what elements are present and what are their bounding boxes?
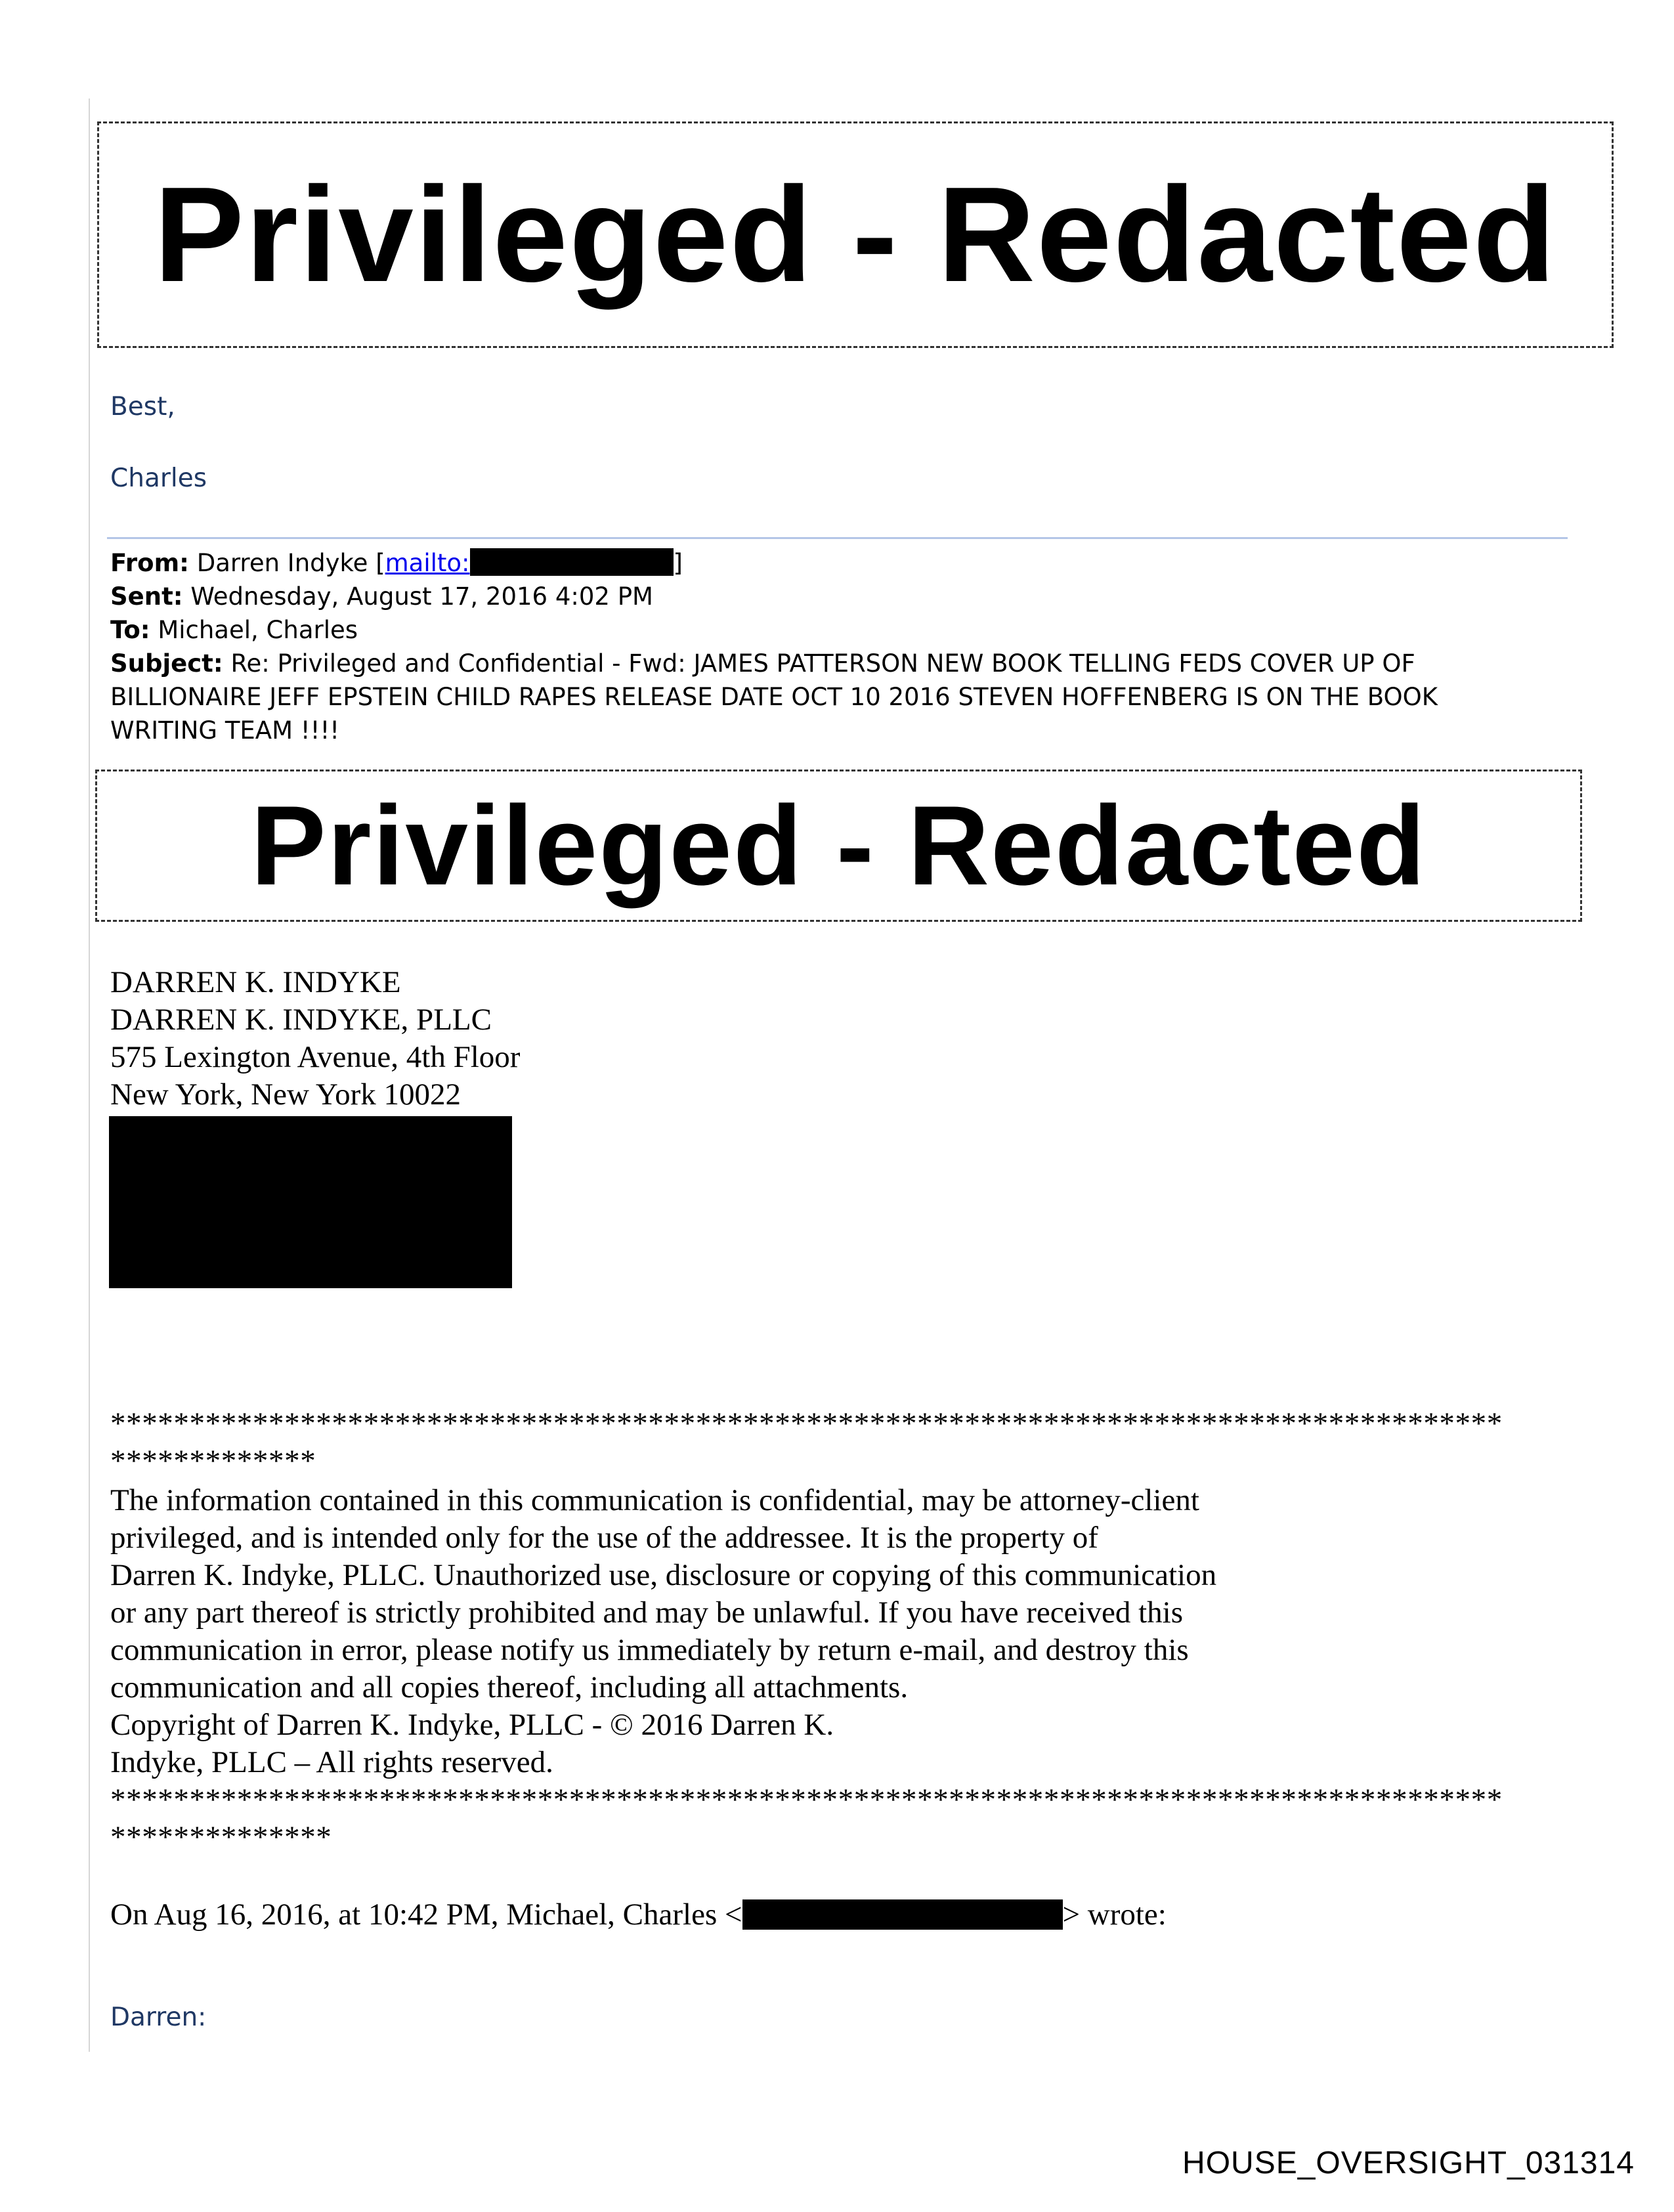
subject-line-2: BILLIONAIRE JEFF EPSTEIN CHILD RAPES RELEASE DATE OCT 10 2016 STEVEN HOFFENBERG IS ON THE BOOK [110, 683, 1438, 711]
notice-line: Darren K. Indyke, PLLC. Unauthorized use, disclosure or copying of this communication [110, 1558, 1217, 1592]
redaction-label: Privileged - Redacted [250, 783, 1427, 909]
bates-number: HOUSE_OVERSIGHT_031314 [1182, 2146, 1635, 2180]
notice-line: communication in error, please notify us immediately by return e-mail, and destroy this [110, 1633, 1189, 1667]
subject-line-3: WRITING TEAM !!!! [110, 716, 340, 745]
confidentiality-notice [110, 1482, 1489, 1781]
redacted-email-address [470, 548, 674, 576]
signature-block [110, 964, 520, 1114]
notice-line: Copyright of Darren K. Indyke, PLLC - © 2016 Darren K. [110, 1708, 834, 1742]
notice-line: communication and all copies thereof, including all attachments. [110, 1670, 909, 1704]
to-row [110, 613, 1587, 647]
sent-row [110, 580, 1587, 613]
closing-signer: Charles [110, 464, 207, 493]
redacted-contact-block [109, 1116, 512, 1288]
subject-label: Subject: [110, 649, 223, 678]
sent-label: Sent: [110, 582, 183, 611]
stars-divider-bottom-1: **************************************************************************************** [110, 1783, 1503, 1817]
quoted-intro [110, 1896, 1167, 1934]
signature-address-1: 575 Lexington Avenue, 4th Floor [110, 1040, 521, 1074]
privileged-redacted-box-middle [95, 770, 1582, 922]
to-value: Michael, Charles [158, 616, 358, 644]
closing-salutation: Best, [110, 392, 175, 422]
stars-divider-top-2: ************* [110, 1444, 316, 1478]
mailto-close-bracket: ] [673, 549, 683, 577]
signature-name: DARREN K. INDYKE [110, 965, 401, 999]
redaction-label: Privileged - Redacted [154, 159, 1557, 310]
signature-address-2: New York, New York 10022 [110, 1077, 461, 1112]
subject-line-1: Re: Privileged and Confidential - Fwd: JAMES PATTERSON NEW BOOK TELLING FEDS COVER UP OF [230, 649, 1415, 678]
mailto-link[interactable]: mailto: [385, 549, 470, 577]
redacted-sender-email [742, 1899, 1063, 1930]
left-margin-rule [89, 98, 90, 2052]
stars-divider-bottom-2: ************** [110, 1820, 332, 1854]
privileged-redacted-box-top [97, 121, 1614, 348]
quoted-intro-text: On Aug 16, 2016, at 10:42 PM, Michael, Charles < [110, 1898, 742, 1932]
sent-value: Wednesday, August 17, 2016 4:02 PM [190, 582, 653, 611]
email-header [110, 546, 1587, 747]
signature-firm: DARREN K. INDYKE, PLLC [110, 1003, 492, 1037]
quoted-greeting: Darren: [110, 2003, 207, 2032]
from-row [110, 546, 1587, 580]
mailto-open-bracket: [ [376, 549, 385, 577]
notice-line: privileged, and is intended only for the use of the addressee. It is the property of [110, 1521, 1098, 1555]
notice-line: The information contained in this communication is confidential, may be attorney-client [110, 1483, 1199, 1517]
subject-row [110, 647, 1587, 680]
quoted-intro-suffix: > wrote: [1062, 1898, 1167, 1932]
to-label: To: [110, 616, 150, 644]
from-label: From: [110, 549, 189, 577]
header-divider [107, 537, 1568, 539]
from-value: Darren Indyke [196, 549, 368, 577]
notice-line: or any part thereof is strictly prohibited and may be unlawful. If you have received this [110, 1595, 1184, 1630]
notice-line: Indyke, PLLC – All rights reserved. [110, 1745, 553, 1779]
stars-divider-top-1: **************************************************************************************** [110, 1406, 1503, 1441]
